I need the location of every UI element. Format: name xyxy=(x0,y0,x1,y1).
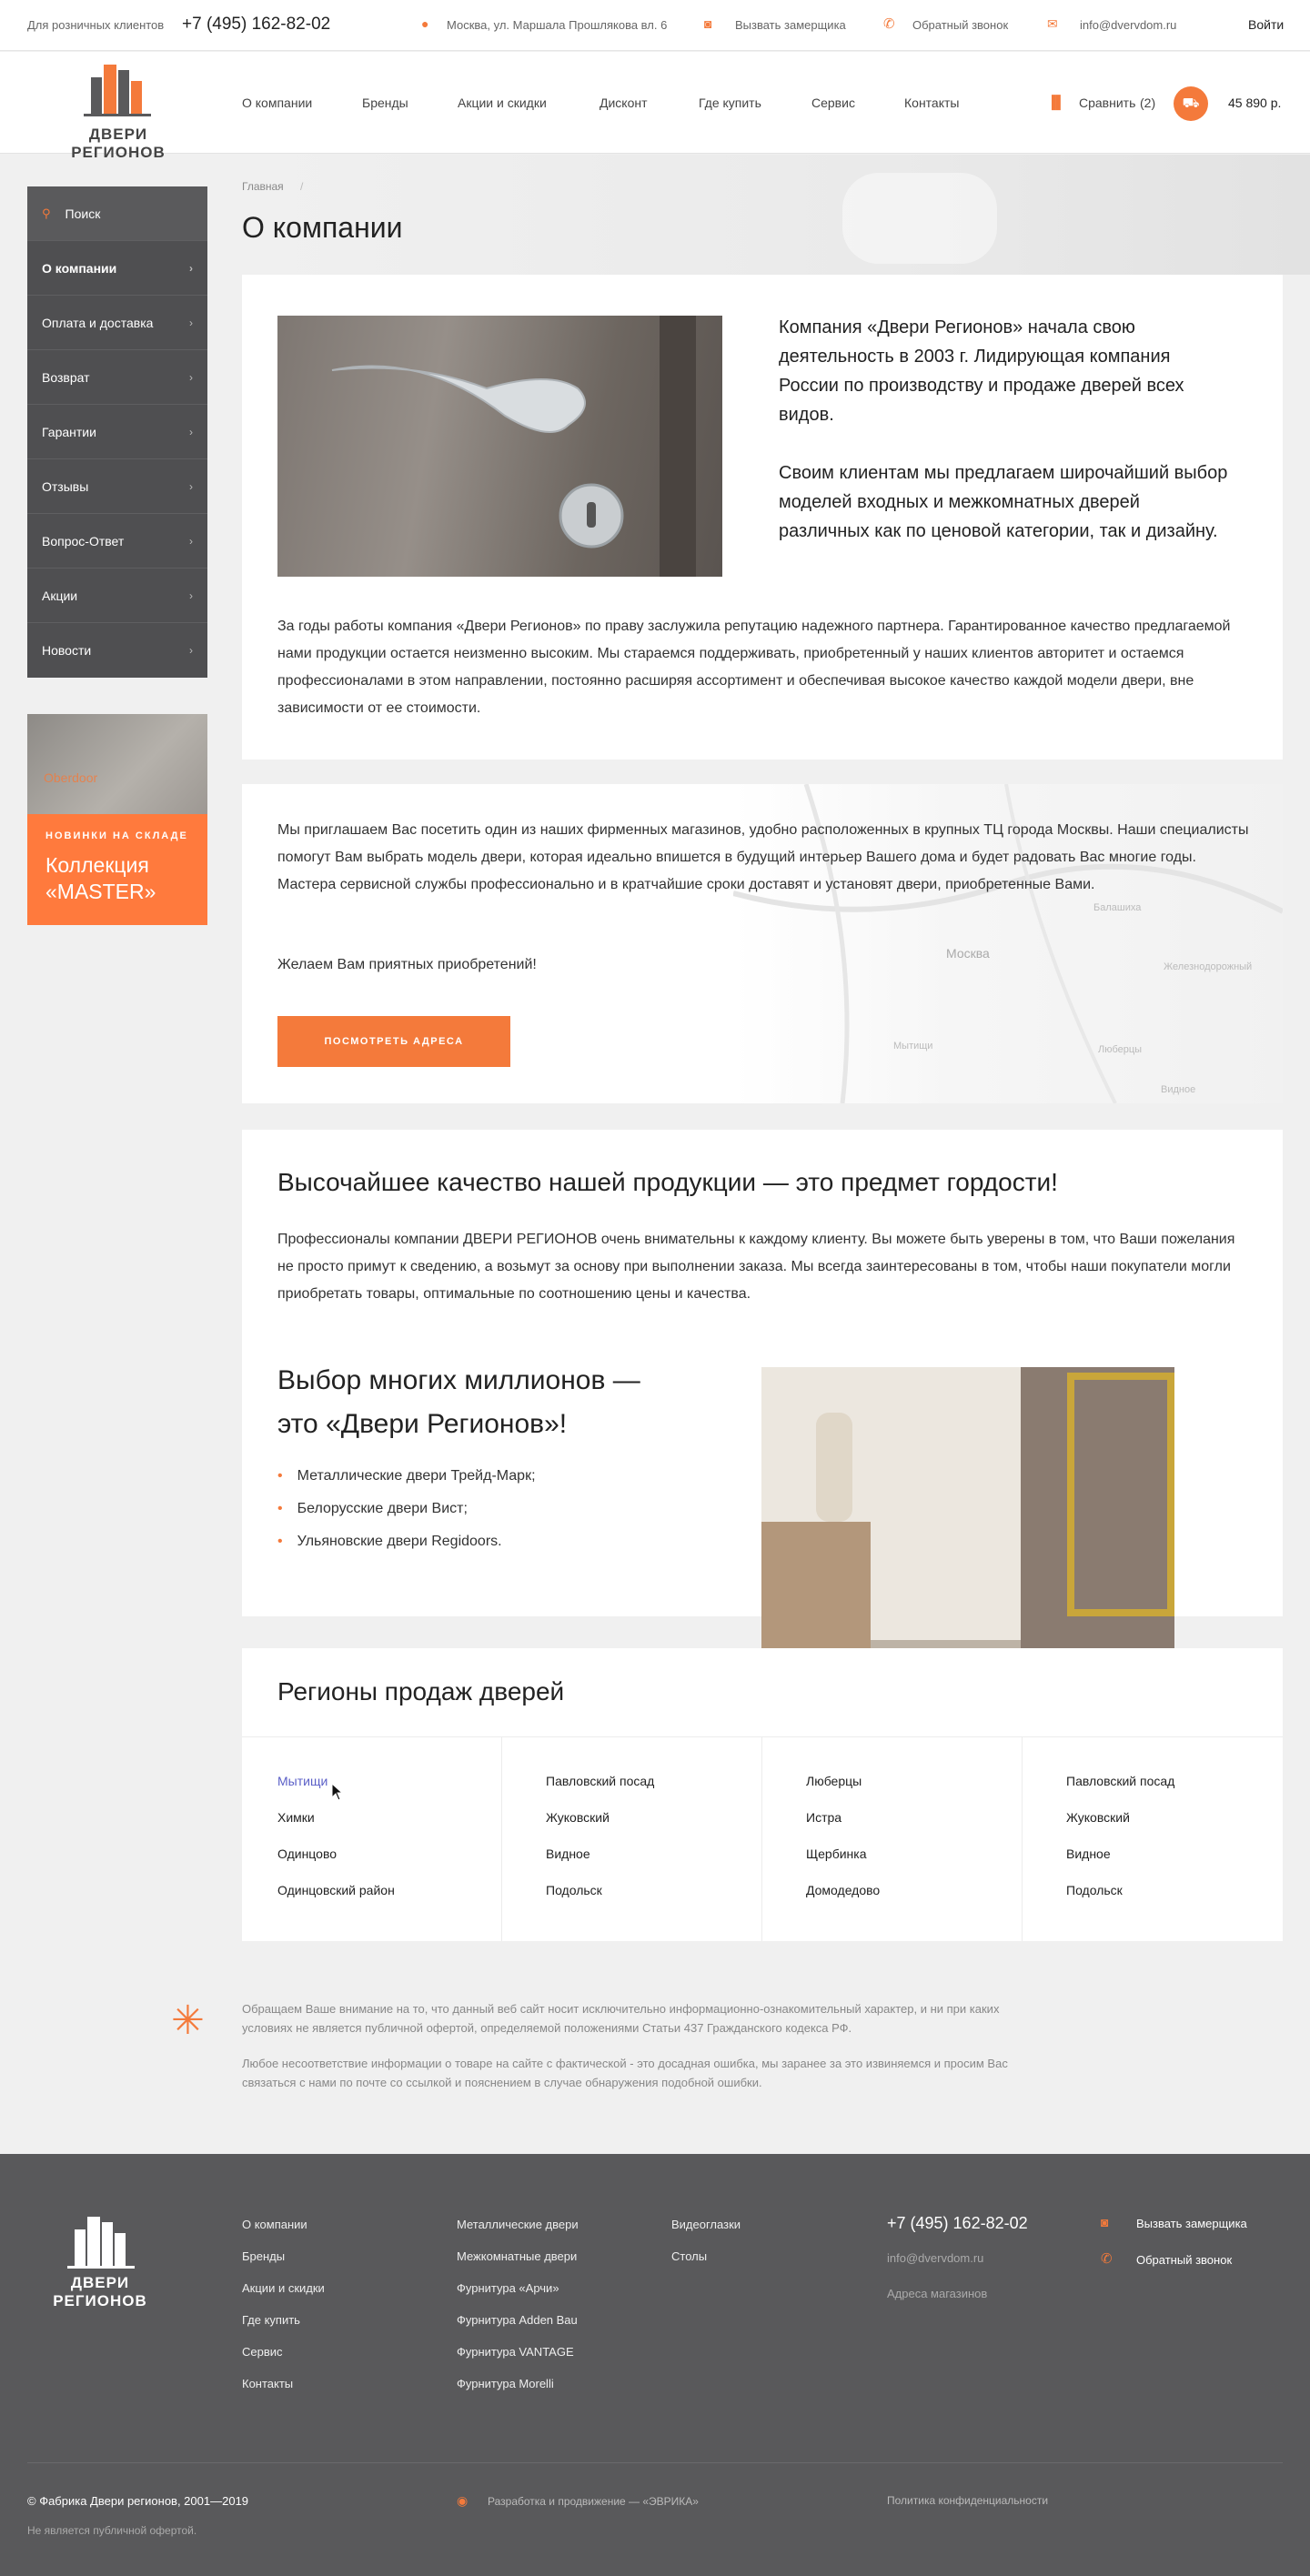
map-label-mytishchi: Мытищи xyxy=(893,1041,933,1052)
map-label-lyubertsy: Люберцы xyxy=(1098,1044,1143,1055)
sidebar-item-faq[interactable] xyxy=(27,514,207,569)
about-intro-1: Компания «Двери Регионов» начала свою деятельность в 2003 г. Лидирующая компания России по производству и продаже дверей всех видов. xyxy=(779,317,1184,425)
quality-subtitle: Выбор многих миллионов — это «Двери Регионов»! xyxy=(277,1365,640,1439)
top-phone[interactable]: +7 (495) 162-82-02 xyxy=(182,15,331,34)
sidebar-item-label: О компании xyxy=(42,260,117,276)
footer-link[interactable]: Акции и скидки xyxy=(242,2281,325,2295)
region-link[interactable]: Люберцы xyxy=(806,1774,862,1788)
footer-link[interactable]: Столы xyxy=(671,2249,708,2263)
top-address: Москва, ул. Маршала Прошлякова вл. 6 xyxy=(447,18,668,32)
footer-link[interactable]: Сервис xyxy=(242,2345,283,2359)
chevron-right-icon: › xyxy=(189,534,193,548)
top-bar xyxy=(0,0,1310,51)
region-link[interactable]: Подольск xyxy=(1066,1883,1123,1897)
top-email[interactable]: info@dvervdom.ru xyxy=(1080,18,1177,32)
region-link[interactable]: Химки xyxy=(277,1810,315,1825)
footer-measure-link[interactable]: Вызвать замерщика xyxy=(1136,2217,1247,2230)
cart-button[interactable] xyxy=(1174,86,1208,121)
regions-column xyxy=(1023,1737,1283,1941)
sidebar-menu xyxy=(27,186,207,678)
footer-link[interactable]: Где купить xyxy=(242,2313,300,2327)
footer-divider xyxy=(27,2462,1283,2463)
stores-wish: Желаем Вам приятных приобретений! xyxy=(277,957,537,972)
region-link[interactable]: Видное xyxy=(1066,1846,1111,1861)
chevron-right-icon: › xyxy=(189,370,193,384)
footer-link[interactable]: Фурнитура Morelli xyxy=(457,2377,554,2390)
footer-link[interactable]: Фурнитура Adden Bau xyxy=(457,2313,578,2327)
sidebar-item-reviews[interactable] xyxy=(27,459,207,514)
sidebar-item-payment[interactable] xyxy=(27,296,207,350)
regions-column xyxy=(502,1737,762,1941)
about-intro-2: Своим клиентам мы предлагаем широчайший выбор моделей входных и межкомнатных дверей различных как по ценовой категории, так и дизайну. xyxy=(779,463,1228,541)
promo-brand: Oberdoor xyxy=(44,770,98,785)
logo-text: ДВЕРИ РЕГИОНОВ xyxy=(71,126,166,161)
sidebar-item-label: Отзывы xyxy=(42,478,89,494)
footer-privacy-link[interactable]: Политика конфиденциальности xyxy=(887,2494,1049,2507)
map-label-moscow: Москва xyxy=(946,946,990,961)
footer-link[interactable]: Бренды xyxy=(242,2249,286,2263)
list-item xyxy=(277,1534,536,1566)
region-link[interactable]: Павловский посад xyxy=(546,1774,655,1788)
region-link[interactable]: Одинцово xyxy=(277,1846,338,1861)
compare-icon: ▐▌ xyxy=(1047,95,1065,109)
chevron-right-icon: › xyxy=(189,425,193,438)
measure-icon: ◙ xyxy=(704,16,712,31)
quality-text: Профессионалы компании ДВЕРИ РЕГИОНОВ очень внимательны к каждому клиенту. Вы можете быть уверены в том, что Ваши пожелания не просто примут к сведению, а возьмут за основу при выполнении заказа. Мы всегда заинтересованы в том, чтобы наши покупатели могли приобретать товары, оптимальные по соотношению цены и качества. xyxy=(277,1232,1235,1302)
main-header xyxy=(0,52,1310,161)
nav-contacts[interactable]: Контакты xyxy=(904,96,960,110)
footer-link[interactable]: Фурнитура «Арчи» xyxy=(457,2281,559,2295)
regions-card xyxy=(242,1648,1283,1941)
chevron-right-icon: › xyxy=(189,261,193,275)
sidebar-item-label: Акции xyxy=(42,588,78,603)
sidebar-item-label: Новости xyxy=(42,643,92,658)
region-link[interactable]: Домодедово xyxy=(806,1883,881,1897)
footer-col-company xyxy=(242,2218,325,2409)
footer-copyright: © Фабрика Двери регионов, 2001—2019 xyxy=(27,2494,249,2508)
region-link-active[interactable]: Мытищи xyxy=(277,1774,328,1788)
bullet-icon: • xyxy=(277,1501,283,1516)
footer-developer-link[interactable]: Разработка и продвижение — «ЭВРИКА» xyxy=(488,2495,699,2508)
promo-banner[interactable] xyxy=(27,714,207,925)
breadcrumb-home[interactable]: Главная xyxy=(242,180,284,193)
phone-icon: ✆ xyxy=(1101,2251,1113,2267)
promo-title: Коллекция «MASTER» xyxy=(45,853,156,903)
notice-text-2: Любое несоответствие информации о товаре на сайте с фактической - это досадная ошибка, мы заранее за это извиняемся и просим Вас связаться с нами по почте со ссылкой и пояснением в случае обнаружения подобной ошибки. xyxy=(242,2057,1008,2089)
footer-callback-link[interactable]: Обратный звонок xyxy=(1136,2253,1233,2267)
chevron-right-icon: › xyxy=(189,589,193,602)
door-handle-image xyxy=(277,316,722,577)
map-label-zheleznodorozhny: Железнодорожный xyxy=(1164,961,1253,972)
cart-total: 45 890 р. xyxy=(1228,96,1282,110)
chevron-right-icon: › xyxy=(189,316,193,329)
sidebar-item-label: Вопрос-Ответ xyxy=(42,533,125,548)
asterisk-icon: ✳ xyxy=(171,1998,205,2043)
footer-link[interactable]: Фурнитура VANTAGE xyxy=(457,2345,574,2359)
footer-logo-building-icon xyxy=(27,2213,173,2269)
bullet-icon: • xyxy=(277,1468,283,1484)
footer-link[interactable]: Межкомнатные двери xyxy=(457,2249,578,2263)
footer-col-other xyxy=(671,2218,741,2281)
search-icon: ⚲ xyxy=(42,206,51,220)
about-body: За годы работы компания «Двери Регионов» по праву заслужила репутацию надежного партнера. Гарантированное качество предлагаемой нами продукции остается неизменно высоким. Мы стараемся поддерживать, приобретенный у наших клиентов авторитет и остаемся профессионалами в этом направлении, постоянно расширяя ассортимент и обеспечивая высокое качество каждой модели двери, вне зависимости от ее стоимости. xyxy=(277,619,1231,716)
sidebar-search-label: Поиск xyxy=(65,206,101,221)
sidebar-item-label: Оплата и доставка xyxy=(42,315,154,330)
regions-title: Регионы продаж дверей xyxy=(277,1677,565,1706)
measure-icon: ◙ xyxy=(1101,2215,1109,2229)
page-title: О компании xyxy=(242,211,403,244)
footer-link[interactable]: Видеоглазки xyxy=(671,2218,741,2231)
sidebar-search[interactable] xyxy=(27,186,207,241)
bullet-icon: • xyxy=(277,1534,283,1549)
footer-not-offer: Не является публичной офертой. xyxy=(27,2524,197,2537)
sidebar-item-label: Возврат xyxy=(42,369,90,385)
list-item-text: Ульяновские двери Regidoors. xyxy=(297,1534,502,1549)
interior-image xyxy=(761,1367,1174,1678)
region-link[interactable]: Одинцовский район xyxy=(277,1883,395,1897)
chevron-right-icon: › xyxy=(189,644,193,657)
nav-discount[interactable]: Дисконт xyxy=(600,96,648,110)
region-link[interactable]: Жуковский xyxy=(546,1810,610,1825)
sidebar-item-warranty[interactable] xyxy=(27,405,207,459)
regions-column xyxy=(242,1737,502,1941)
footer-link[interactable]: Металлические двери xyxy=(457,2218,579,2231)
chevron-right-icon: › xyxy=(189,479,193,493)
footer-link[interactable]: О компании xyxy=(242,2218,307,2231)
hero-handle-shape xyxy=(842,173,997,264)
promo-badge: НОВИНКИ НА СКЛАДЕ xyxy=(45,830,188,841)
about-card xyxy=(242,275,1283,760)
promo-image xyxy=(27,714,207,814)
compare-count: (2) xyxy=(1140,96,1156,110)
sidebar-item-promos[interactable] xyxy=(27,569,207,623)
stores-card xyxy=(242,784,1283,1103)
region-link[interactable]: Видное xyxy=(546,1846,590,1861)
list-item xyxy=(277,1501,536,1534)
list-item-text: Белорусские двери Вист; xyxy=(297,1501,468,1516)
sidebar-item-label: Гарантии xyxy=(42,424,96,439)
compare-link[interactable]: Сравнить xyxy=(1079,96,1136,110)
nav-where-buy[interactable]: Где купить xyxy=(699,96,761,110)
cursor-icon xyxy=(331,1783,344,1801)
footer-email[interactable]: info@dvervdom.ru xyxy=(887,2251,984,2265)
nav-brands[interactable]: Бренды xyxy=(362,96,408,110)
map-label-balashikha: Балашиха xyxy=(1093,902,1142,913)
breadcrumb-separator: / xyxy=(300,180,304,193)
measure-link[interactable]: Вызвать замерщика xyxy=(735,18,846,32)
footer-phone[interactable]: +7 (495) 162-82-02 xyxy=(887,2214,1028,2232)
regions-column xyxy=(762,1737,1023,1941)
brand-list xyxy=(277,1468,536,1566)
login-link[interactable]: Войти xyxy=(1248,17,1285,32)
region-link[interactable]: Жуковский xyxy=(1066,1810,1130,1825)
region-link[interactable]: Подольск xyxy=(546,1883,602,1897)
list-item-text: Металлические двери Трейд-Марк; xyxy=(297,1468,536,1484)
footer xyxy=(0,2154,1310,2576)
mail-icon: ✉ xyxy=(1047,16,1058,31)
logo[interactable] xyxy=(47,59,189,161)
footer-link[interactable]: Контакты xyxy=(242,2377,294,2390)
nav-sales[interactable]: Акции и скидки xyxy=(458,96,547,110)
view-addresses-button[interactable]: ПОСМОТРЕТЬ АДРЕСА xyxy=(277,1016,510,1067)
region-link[interactable]: Павловский посад xyxy=(1066,1774,1175,1788)
quality-title: Высочайшее качество нашей продукции — это предмет гордости! xyxy=(277,1168,1058,1196)
map-label-vidnoe: Видное xyxy=(1161,1084,1196,1095)
footer-addresses-link[interactable]: Адреса магазинов xyxy=(887,2287,988,2300)
logo-building-icon xyxy=(47,59,189,119)
nav-about[interactable]: О компании xyxy=(242,96,313,110)
region-link[interactable]: Истра xyxy=(806,1810,842,1825)
footer-logo-text: ДВЕРИ РЕГИОНОВ xyxy=(53,2274,147,2309)
footer-col-catalog xyxy=(457,2218,579,2409)
sidebar-item-about[interactable] xyxy=(27,241,207,296)
phone-icon: ✆ xyxy=(883,16,895,32)
developer-icon: ◉ xyxy=(457,2493,469,2508)
sidebar-item-return[interactable] xyxy=(27,350,207,405)
region-link[interactable]: Щербинка xyxy=(806,1846,867,1861)
callback-link[interactable]: Обратный звонок xyxy=(912,18,1009,32)
list-item xyxy=(277,1468,536,1501)
regions-grid xyxy=(242,1736,1283,1941)
location-icon: ● xyxy=(421,16,429,31)
footer-logo[interactable] xyxy=(27,2213,173,2309)
nav-service[interactable]: Сервис xyxy=(811,96,855,110)
notice-text-1: Обращаем Ваше внимание на то, что данный веб сайт носит исключительно информационно-ознакомительный характер, и ни при каких условиях не является публичной офертой, определяемой положениями Статьи 437 Гражданского кодекса РФ. xyxy=(242,2002,1000,2035)
sidebar-item-news[interactable] xyxy=(27,623,207,678)
retail-label: Для розничных клиентов xyxy=(27,18,165,32)
cart-icon: ⛟ xyxy=(1182,96,1200,111)
stores-text: Мы приглашаем Вас посетить один из наших фирменных магазинов, удобно расположенных в крупных ТЦ города Москвы. Наши специалисты помогут Вам выбрать модель двери, которая идеально впишется в будущий интерьер Вашего дома и будет радовать Вас многие годы. Мастера сервисной службы профессионально и в кратчайшие сроки доставят и установят двери, приобретенные Вами. xyxy=(277,822,1249,892)
